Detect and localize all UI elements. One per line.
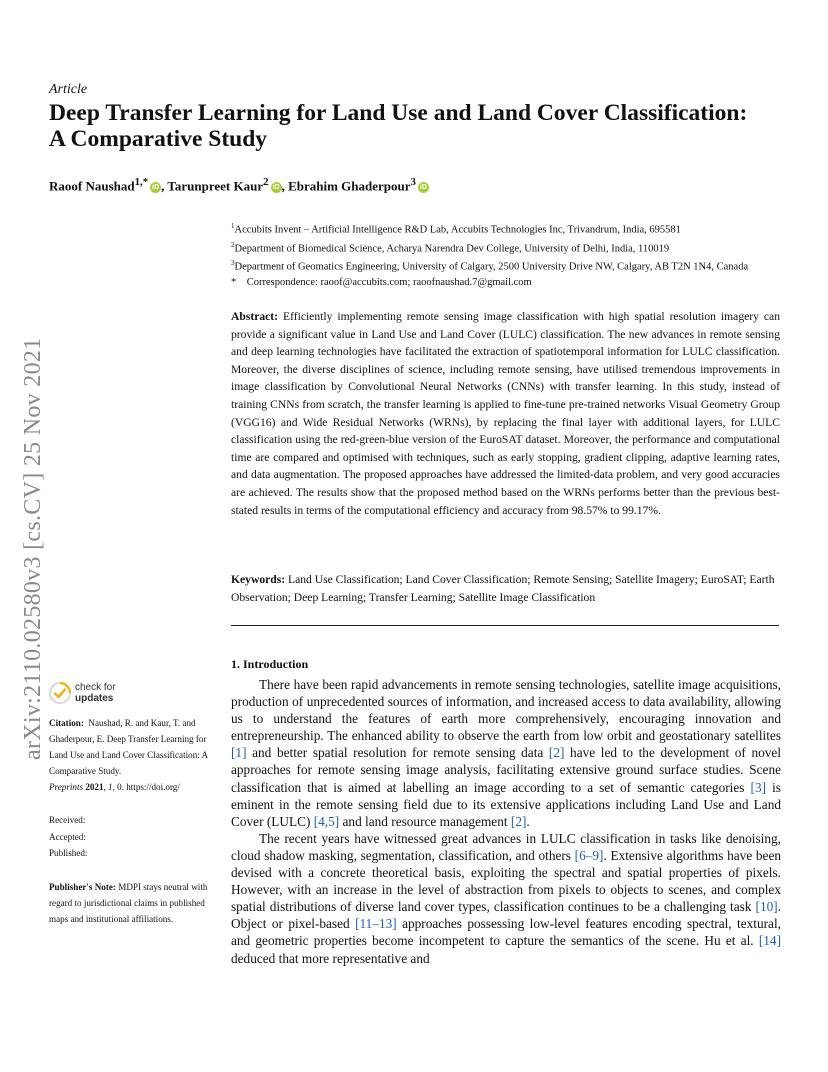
author-mark: 3	[410, 176, 416, 188]
paragraph-text: and better spatial resolution for remote sensing data	[246, 745, 549, 761]
paragraph-text: . Object or pixel-based	[231, 899, 781, 932]
publisher-note: Publisher's Note: MDPI stays neutral with regard to jurisdictional claims in published maps and institutional affiliations.	[49, 882, 208, 924]
check-for-updates-button[interactable]: check for updates	[49, 680, 149, 708]
paragraph-text: deduced that more representative and	[231, 950, 430, 966]
paper-title: Deep Transfer Learning for Land Use and Land Cover Classification: A Comparative Study	[49, 100, 748, 152]
author-mark: 2	[263, 176, 269, 188]
paragraph-text: . Extensive algorithms have been devised with a concrete theoretical basis, exploiting the spectral and spatial properties of pixels. However, with an increase in the level of abstraction from pixels to objects to scenes, and complex spatial distributions of diverse land cover types, classification continues to be a challenging task	[231, 847, 781, 915]
arxiv-stamp: arXiv:2110.02580v3 [cs.CV] 25 Nov 2021	[20, 337, 46, 760]
citation-link[interactable]: [11–13]	[355, 916, 397, 932]
abstract-label: Abstract:	[231, 310, 279, 323]
author-mark: 1,*	[134, 176, 149, 188]
paragraph-text: and land resource management	[339, 813, 511, 829]
citation-link[interactable]: [10]	[755, 899, 778, 915]
affiliation: $^3$Department of Geomatics Engineering, University of Calgary, 2500 University Drive NW, Calgary, AB T2N 1N4, Canada	[231, 259, 749, 273]
affiliation: $^1$Accubits Invent – Artificial Intelligence R&D Lab, Accubits Technologies Inc, Trivandrum, India, 695581	[231, 222, 681, 236]
publication-dates: Received: Accepted: Published:	[49, 815, 88, 858]
keywords	[231, 571, 780, 606]
citation-link[interactable]: [4,5]	[313, 813, 340, 829]
author-name[interactable]: Tarunpreet Kaur	[167, 178, 264, 194]
paragraph-text: have led to the development of novel approaches for remote sensing image analysis, facilitating extensive ground surface studies. Scene classification that is aimed at labelling an image according to a set of semantic categories	[231, 745, 782, 795]
author-name[interactable]: Raoof Naushad	[49, 178, 135, 194]
author-name[interactable]: Ebrahim Ghaderpour	[288, 178, 411, 194]
paragraph-text: The recent years have witnessed great advances in LULC classification in tasks like denoising, cloud shadow masking, segmentation, classification, and others	[231, 830, 781, 863]
citation-link[interactable]: [1]	[231, 745, 247, 761]
correspondence: * Correspondence: raoof@accubits.com; raoofnaushad.7@gmail.com	[231, 276, 532, 288]
citation-link[interactable]: [2]	[510, 813, 527, 829]
affiliations	[231, 219, 781, 290]
orcid-icon[interactable]: iD	[419, 184, 427, 192]
keywords-text: Land Use Classification; Land Cover Classification; Remote Sensing; Satellite Imagery; EuroSAT; Earth Observation; Deep Learning; Transfer Learning; Satellite Image Classification	[231, 573, 775, 604]
section-heading: 1. Introduction	[231, 657, 309, 671]
abstract-text: Efficiently implementing remote sensing image classification with high spatial resolution imagery can provide a significant value in Land Use and Land Cover (LULC) classification. The new advances in remote sensing and deep learning technologies have facilitated the extraction of spatiotemporal information for LULC classification. Moreover, the diverse disciplines of science, including remote sensing, have utilised tremendous improvements in image classification by Convolutional Neural Networks (CNNs) with transfer learning. In this study, instead of training CNNs from scratch, the transfer learning is applied to fine-tune pre-trained networks Visual Geometry Group (VGG16) and Wide Residual Networks (WRNs), by replacing the final layer with additional layers, for LULC classification using the red-green-blue version of the EuroSAT dataset. Moreover, the performance and computational time are compared and optimised with techniques, such as early stopping, gradient clipping, adaptive learning rates, and data augmentation. The proposed approaches have addressed the limited-data problem, and very good accuracies are achieved. The results show that the proposed method based on the WRNs performs better than the previous best-stated results in terms of the computational efficiency and accuracy from 98.57% to 99.17%.	[231, 310, 780, 517]
citation-link[interactable]: [6–9]	[574, 847, 604, 863]
introduction-body	[231, 676, 781, 967]
citation-block: Citation: Naushad, R. and Kaur, T. and Ghaderpour, E. Deep Transfer Learning for Land Use and Land Cover Classification: A Comparative Study. Preprints 2021, 1, 0. https://doi.org/	[49, 718, 208, 792]
author-list: Raoof Naushad$^{1,*}$ iD , Tarunpreet Kaur$^2$ iD , Ebrahim Ghaderpour$^3$ iD	[49, 176, 427, 194]
citation-link[interactable]: [3]	[750, 779, 767, 795]
citation-link[interactable]: [14]	[758, 933, 781, 949]
section-divider	[231, 625, 779, 626]
paragraph-text: approaches possessing low-level features encoding spectral, textural, and geometric properties become incompetent to capture the semantics of the scene. Hu et al.	[231, 916, 781, 949]
paragraph	[231, 676, 781, 830]
abstract	[231, 308, 780, 519]
keywords-label: Keywords:	[231, 573, 286, 586]
orcid-icon[interactable]: iD	[272, 184, 280, 192]
orcid-icon[interactable]: iD	[152, 184, 160, 192]
citation-link[interactable]: [2]	[548, 745, 565, 761]
paragraph	[231, 830, 781, 967]
paragraph-text: There have been rapid advancements in remote sensing technologies, satellite image acquisitions, production of unprecedented sources of information, and increased access to data availability, allowing us to understand the features of earth more comprehensively, encouraging innovation and entrepreneurship. The enhanced ability to observe the earth from low orbit and geostationary satellites	[231, 677, 781, 744]
paragraph-text: is eminent in the remote sensing field due to its extensive applications including Land Use and Land Cover (LULC)	[231, 779, 781, 829]
check-updates-icon	[49, 682, 71, 704]
article-type: Article	[49, 82, 88, 97]
affiliation: $^2$Department of Biomedical Science, Acharya Narendra Dev College, University of Delhi, India, 110019	[231, 240, 670, 254]
paragraph-text: .	[526, 813, 530, 829]
